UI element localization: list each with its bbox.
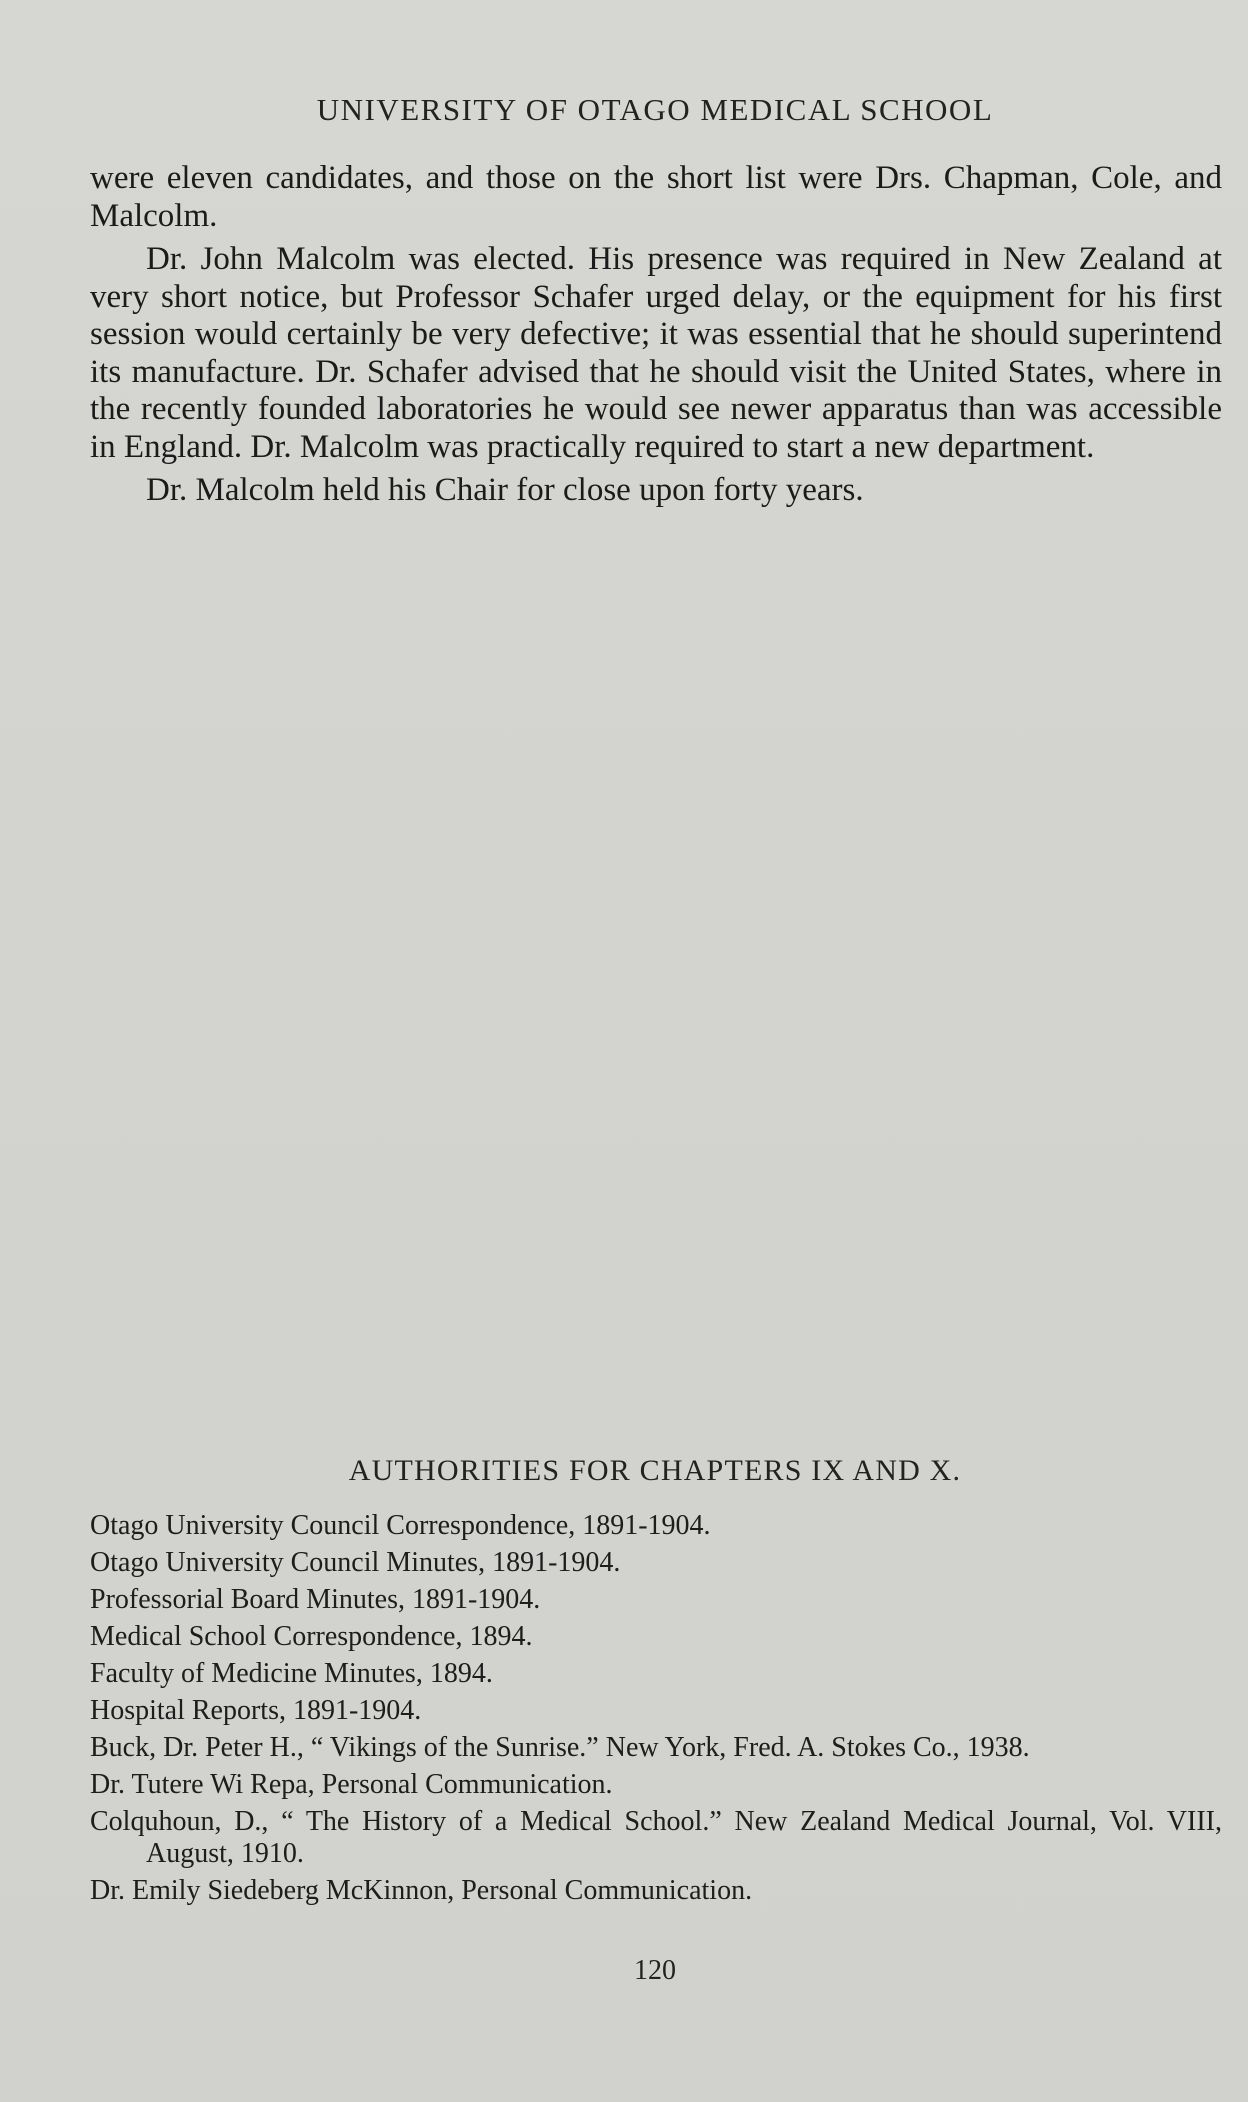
reference-item: Colquhoun, D., “ The History of a Medical School.” New Zealand Medical Journal, Vol. VIII, August, 1910. — [90, 1806, 1222, 1869]
paragraph-malcolm-chair: Dr. Malcolm held his Chair for close upon forty years. — [146, 472, 864, 508]
running-header: UNIVERSITY OF OTAGO MEDICAL SCHOOL — [316, 92, 994, 127]
reference-item: Medical School Correspondence, 1894. — [90, 1621, 533, 1652]
paragraph-continued: were eleven candidates, and those on the short list were Drs. Chapman, Cole, and Malcolm. — [90, 160, 1222, 234]
paragraph-malcolm-elected: Dr. John Malcolm was elected. His presence was required in New Zealand at very short notice, but Professor Schafer urged delay, or the equipment for his first session would certainly be very defective; it was essential that he should superintend its manufacture. Dr. Schafer advised that he should visit the United States, where in the recently founded laboratories he would see newer apparatus than was accessible in England. Dr. Malcolm was practically required to start a new department. — [90, 241, 1222, 465]
body-text — [90, 160, 1222, 516]
authorities-heading: AUTHORITIES FOR CHAPTERS IX AND X. — [348, 1454, 962, 1487]
reference-item: Dr. Emily Siedeberg McKinnon, Personal Communication. — [90, 1875, 753, 1906]
page-number: 120 — [634, 1955, 676, 1986]
authorities-list — [90, 1510, 1222, 1912]
reference-item: Hospital Reports, 1891-1904. — [90, 1695, 422, 1726]
reference-item: Buck, Dr. Peter H., “ Vikings of the Sunrise.” New York, Fred. A. Stokes Co., 1938. — [90, 1732, 1030, 1763]
reference-item: Dr. Tutere Wi Repa, Personal Communication. — [90, 1769, 613, 1800]
reference-item: Otago University Council Correspondence, 1891-1904. — [90, 1510, 711, 1541]
reference-item: Faculty of Medicine Minutes, 1894. — [90, 1658, 493, 1689]
reference-item: Otago University Council Minutes, 1891-1904. — [90, 1547, 621, 1578]
reference-item: Professorial Board Minutes, 1891-1904. — [90, 1584, 541, 1615]
